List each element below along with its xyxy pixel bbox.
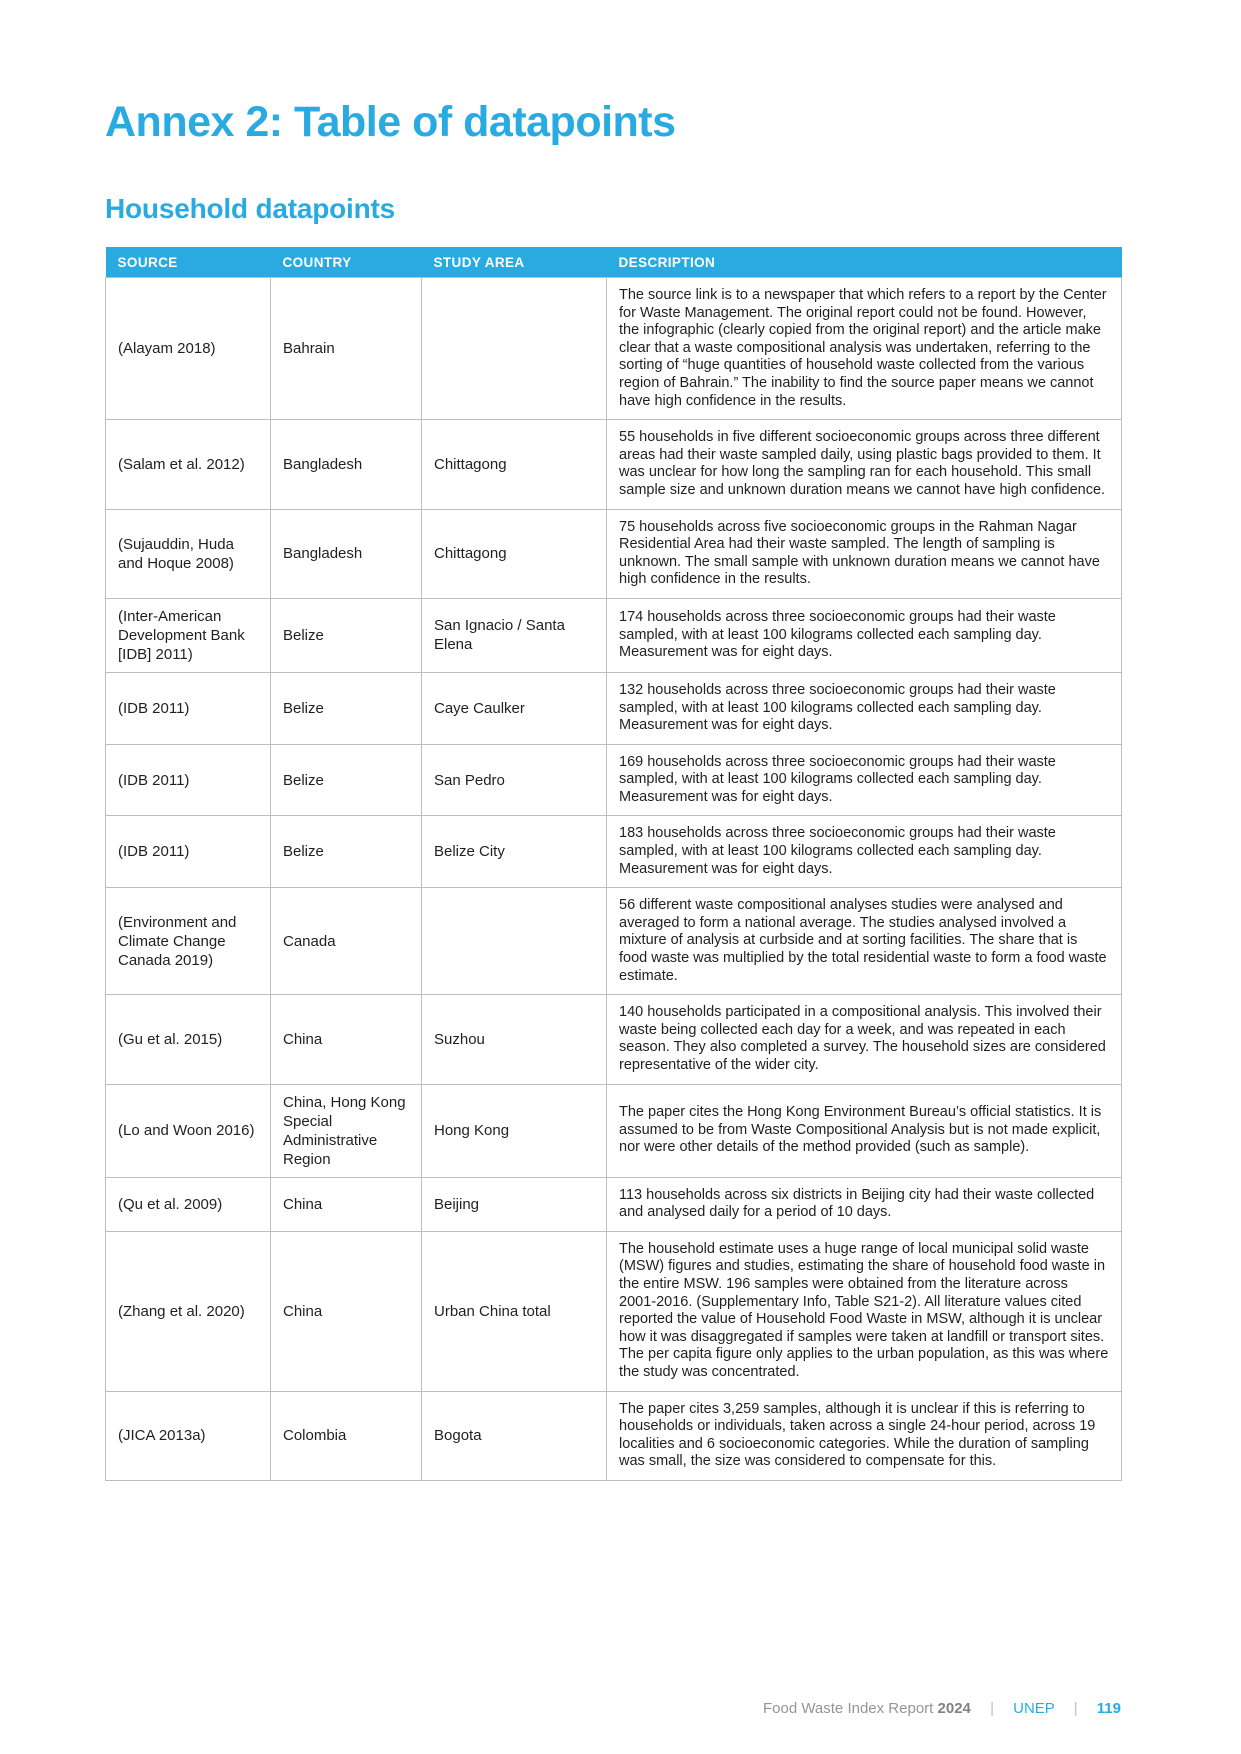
table-row — [106, 1391, 1122, 1480]
cell-study-area: Beijing — [422, 1177, 607, 1231]
cell-country: Belize — [271, 816, 422, 888]
cell-description: 174 households across three socioeconomic groups had their waste sampled, with at least 100 kilograms collected each sampling day. Measurement was for eight days. — [607, 598, 1122, 672]
cell-description: The paper cites 3,259 samples, although it is unclear if this is referring to households or individuals, taken across a single 24-hour period, across 19 localities and 6 socioeconomic categories. While the duration of sampling was small, the size was considered to compensate for this. — [607, 1391, 1122, 1480]
cell-study-area: Hong Kong — [422, 1084, 607, 1177]
cell-study-area: Bogota — [422, 1391, 607, 1480]
table-row — [106, 1084, 1122, 1177]
footer-page-number: 119 — [1096, 1700, 1121, 1717]
cell-source: (Sujauddin, Huda and Hoque 2008) — [106, 509, 271, 598]
cell-description: 183 households across three socioeconomic groups had their waste sampled, with at least 100 kilograms collected each sampling day. Measurement was for eight days. — [607, 816, 1122, 888]
cell-source: (Gu et al. 2015) — [106, 995, 271, 1084]
cell-source: (Zhang et al. 2020) — [106, 1231, 271, 1391]
cell-country: Colombia — [271, 1391, 422, 1480]
column-header-study-area: STUDY AREA — [422, 247, 607, 278]
cell-source: (Salam et al. 2012) — [106, 420, 271, 509]
table-row — [106, 509, 1122, 598]
cell-study-area: Chittagong — [422, 420, 607, 509]
footer-report-year: 2024 — [937, 1700, 971, 1717]
cell-study-area: Caye Caulker — [422, 672, 607, 744]
section-title: Household datapoints — [105, 193, 396, 224]
cell-country: Belize — [271, 744, 422, 816]
cell-study-area: Suzhou — [422, 995, 607, 1084]
table-header-row — [106, 247, 1122, 278]
cell-country: Belize — [271, 598, 422, 672]
cell-country: Bahrain — [271, 278, 422, 420]
cell-study-area: San Pedro — [422, 744, 607, 816]
cell-study-area — [422, 888, 607, 995]
cell-source: (IDB 2011) — [106, 816, 271, 888]
cell-source: (IDB 2011) — [106, 672, 271, 744]
household-datapoints-table — [105, 247, 1122, 1481]
page-footer — [105, 1700, 1121, 1717]
table-row — [106, 995, 1122, 1084]
cell-country: Bangladesh — [271, 420, 422, 509]
cell-description: 56 different waste compositional analyses studies were analysed and averaged to form a national average. The studies analysed involved a mixture of analysis at curbside and at sorting facilities. The share that is food waste was multiplied by the total residential waste to form a food waste estimate. — [607, 888, 1122, 995]
cell-source: (JICA 2013a) — [106, 1391, 271, 1480]
page-title: Annex 2: Table of datapoints — [105, 98, 676, 146]
footer-org-name: UNEP — [1013, 1700, 1055, 1717]
cell-source: (Inter-American Development Bank [IDB] 2011) — [106, 598, 271, 672]
table-header — [106, 247, 1122, 278]
cell-country: China, Hong Kong Special Administrative Region — [271, 1084, 422, 1177]
cell-source: (Alayam 2018) — [106, 278, 271, 420]
cell-description: The source link is to a newspaper that which refers to a report by the Center for Waste Management. The original report could not be found. However, the infographic (clearly copied from the original report) and the article make clear that a waste compositional analysis was undertaken, referring to the sorting of “huge quantities of household waste collected from the various region of Bahrain.” The inability to find the source paper means we cannot have high confidence in the results. — [607, 278, 1122, 420]
cell-description: The paper cites the Hong Kong Environment Bureau’s official statistics. It is assumed to be from Waste Compositional Analysis but is not made explicit, nor were other details of the method provided (such as sample). — [607, 1084, 1122, 1177]
cell-description: 55 households in five different socioeconomic groups across three different areas had their waste sampled daily, using plastic bags provided to them. It was unclear for how long the sampling ran for each household. This small sample size and unknown duration means we cannot have high confidence. — [607, 420, 1122, 509]
cell-description: 140 households participated in a compositional analysis. This involved their waste being collected each day for a week, and was repeated in each season. They also completed a survey. The household sizes are considered representative of the wider city. — [607, 995, 1122, 1084]
cell-country: China — [271, 995, 422, 1084]
table-row — [106, 1177, 1122, 1231]
cell-description: 169 households across three socioeconomic groups had their waste sampled, with at least 100 kilograms collected each sampling day. Measurement was for eight days. — [607, 744, 1122, 816]
cell-study-area — [422, 278, 607, 420]
cell-description: 132 households across three socioeconomic groups had their waste sampled, with at least 100 kilograms collected each sampling day. Measurement was for eight days. — [607, 672, 1122, 744]
table-row — [106, 278, 1122, 420]
table-row — [106, 420, 1122, 509]
cell-country: Canada — [271, 888, 422, 995]
cell-study-area: Belize City — [422, 816, 607, 888]
cell-source: (Qu et al. 2009) — [106, 1177, 271, 1231]
column-header-country: COUNTRY — [271, 247, 422, 278]
column-header-description: DESCRIPTION — [607, 247, 1122, 278]
cell-study-area: Urban China total — [422, 1231, 607, 1391]
footer-report-name: Food Waste Index Report — [762, 1700, 934, 1717]
footer-separator: | — [990, 1700, 994, 1717]
cell-country: China — [271, 1231, 422, 1391]
cell-country: Bangladesh — [271, 509, 422, 598]
cell-study-area: San Ignacio / Santa Elena — [422, 598, 607, 672]
table-row — [106, 888, 1122, 995]
cell-source: (Lo and Woon 2016) — [106, 1084, 271, 1177]
cell-source: (Environment and Climate Change Canada 2019) — [106, 888, 271, 995]
table-row — [106, 672, 1122, 744]
table-row — [106, 598, 1122, 672]
cell-description: The household estimate uses a huge range of local municipal solid waste (MSW) figures and studies, estimating the share of household food waste in the entire MSW. 196 samples were obtained from the literature across 2001-2016. (Supplementary Info, Table S21-2). All literature values cited reported the value of Household Food Waste in MSW, although it is unclear how it was disaggregated if samples were taken at landfill or transport sites. The per capita figure only applies to the urban population, as this was where the study was concentrated. — [607, 1231, 1122, 1391]
page-content — [105, 0, 1121, 1481]
cell-country: Belize — [271, 672, 422, 744]
cell-source: (IDB 2011) — [106, 744, 271, 816]
table-row — [106, 1231, 1122, 1391]
footer-separator: | — [1073, 1700, 1078, 1717]
cell-description: 75 households across five socioeconomic groups in the Rahman Nagar Residential Area had their waste sampled. The length of sampling is unknown. The small sample with unknown duration means we cannot have high confidence in the results. — [607, 509, 1122, 598]
table-body — [106, 278, 1122, 1481]
column-header-source: SOURCE — [106, 247, 271, 278]
cell-description: 113 households across six districts in Beijing city had their waste collected and analysed daily for a period of 10 days. — [607, 1177, 1122, 1231]
table-row — [106, 816, 1122, 888]
cell-country: China — [271, 1177, 422, 1231]
cell-study-area: Chittagong — [422, 509, 607, 598]
table-row — [106, 744, 1122, 816]
